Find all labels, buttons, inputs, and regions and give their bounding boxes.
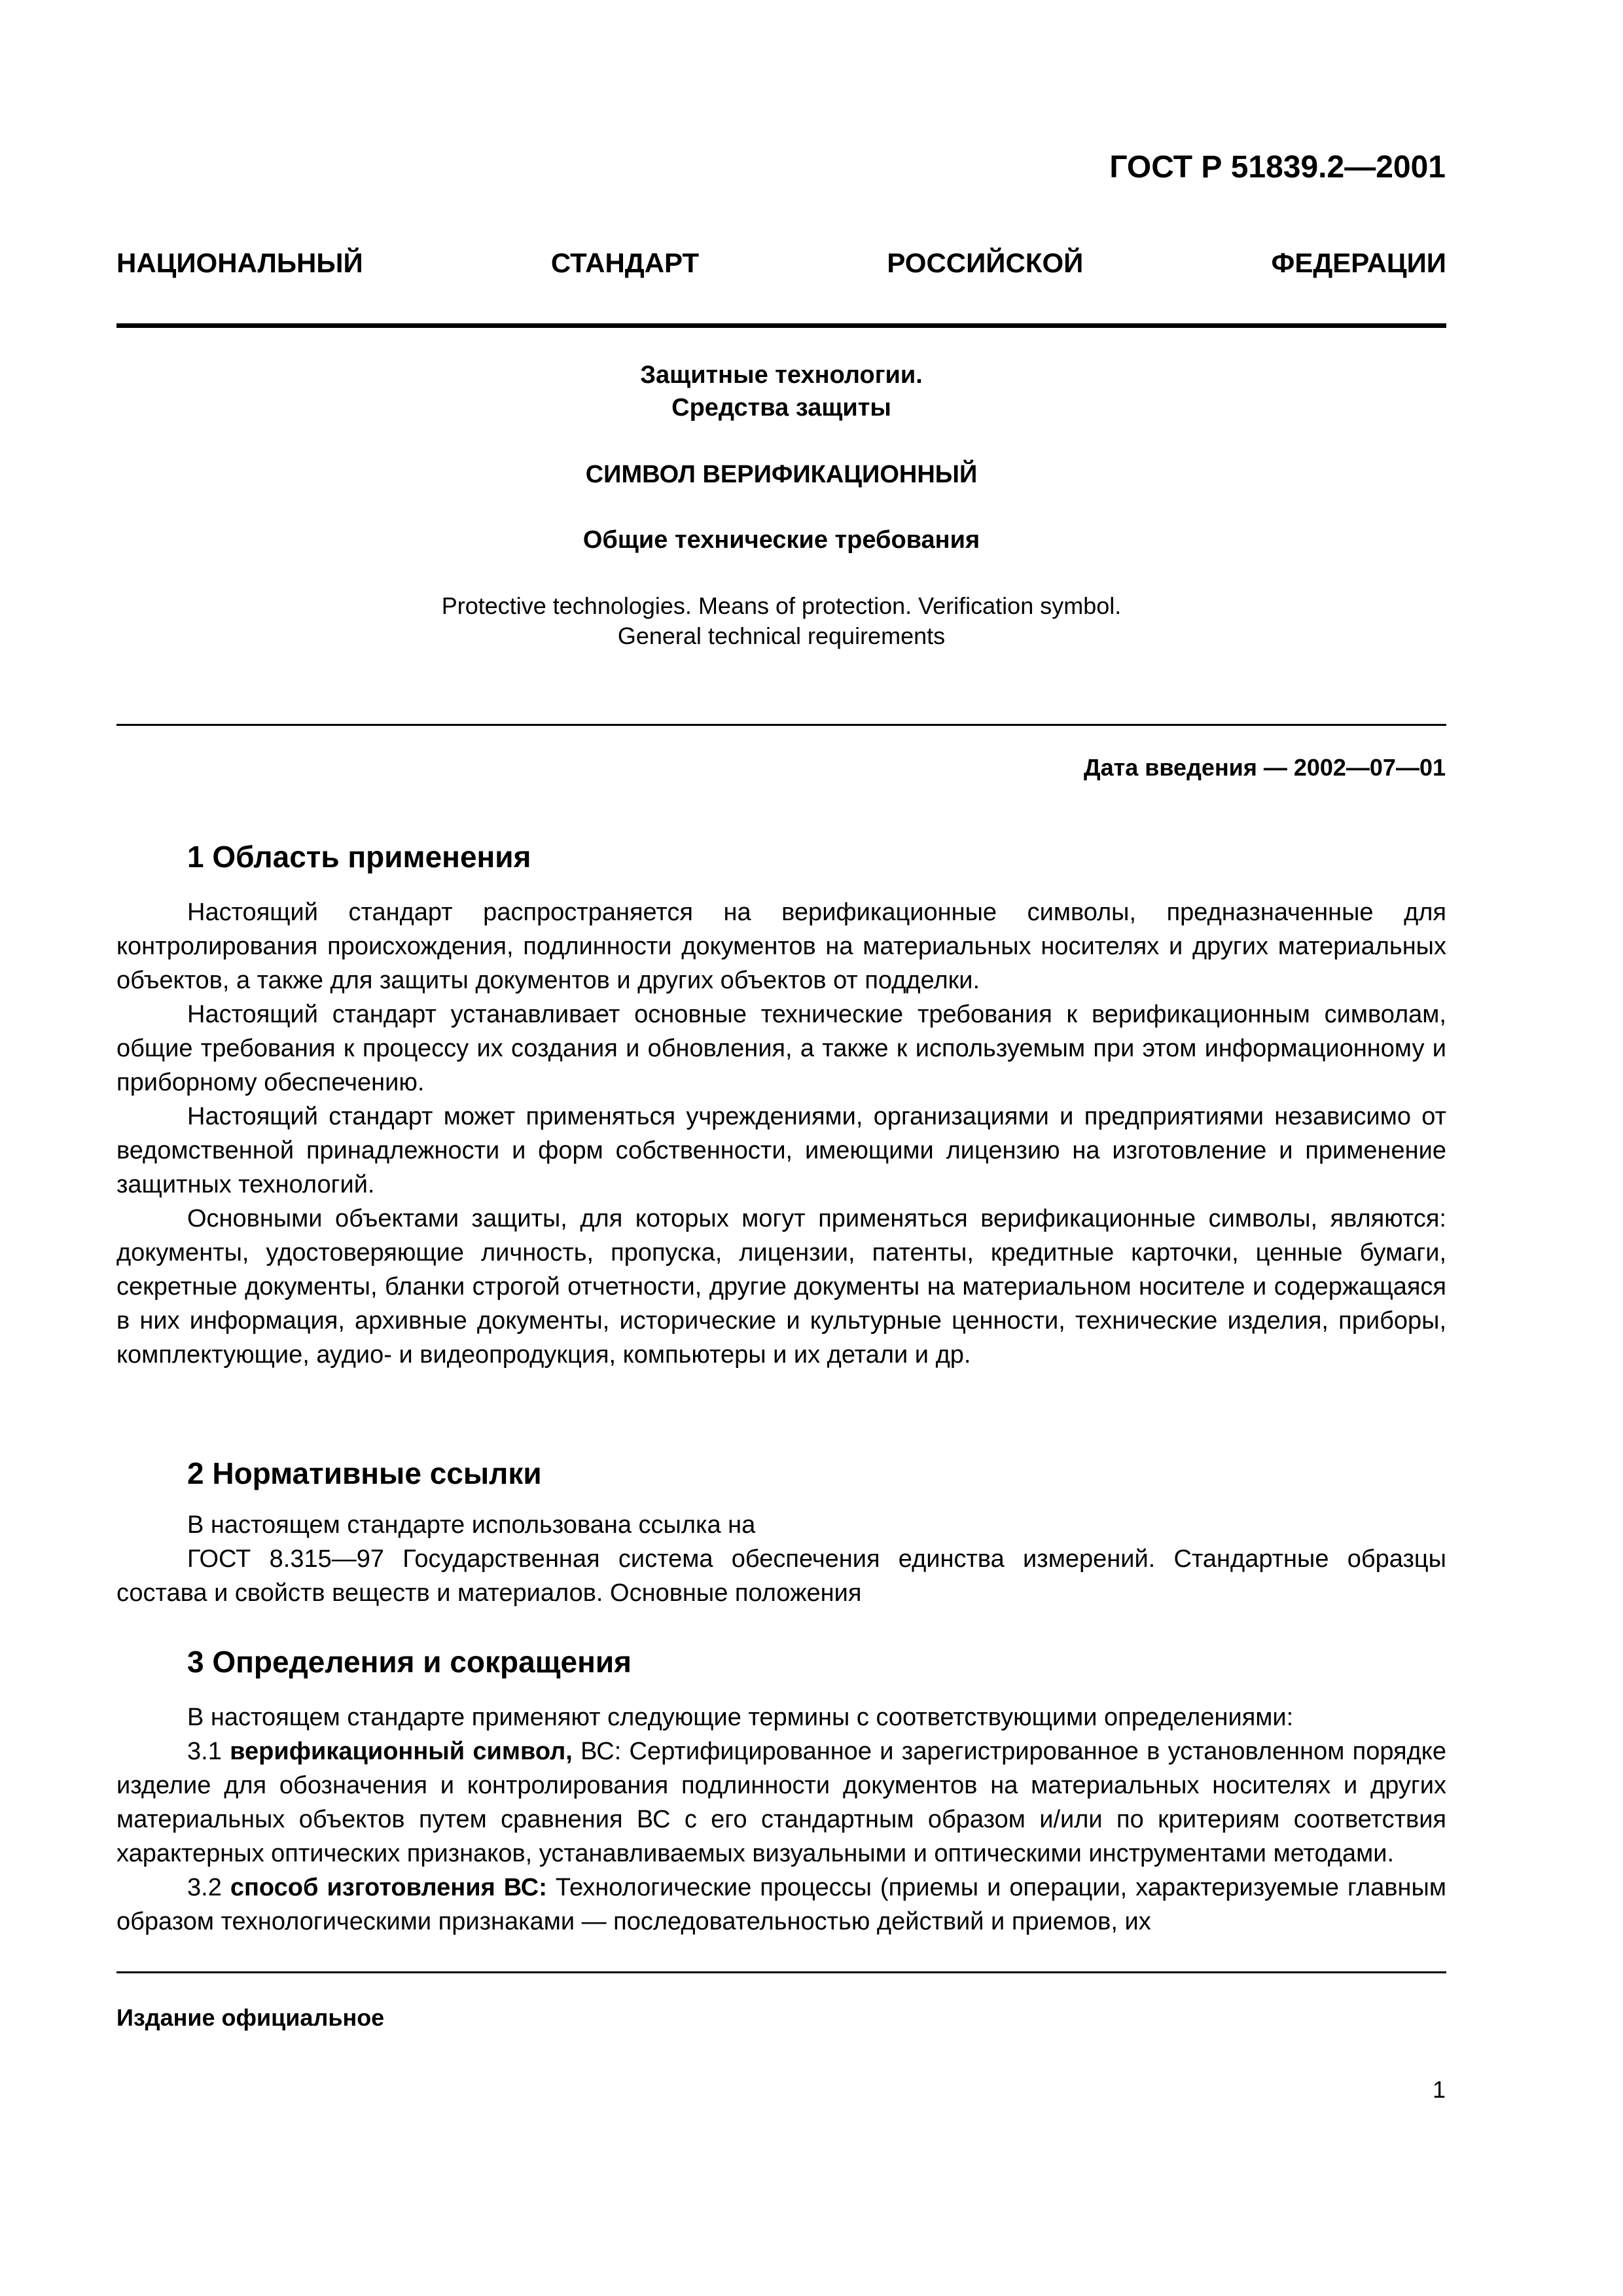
definition-3-2	[116, 1871, 1446, 1939]
national-standard-heading: НАЦИОНАЛЬНЫЙ СТАНДАРТ РОССИЙСКОЙ ФЕДЕРАЦИИ	[116, 247, 1446, 278]
definition-number: 3.2	[187, 1874, 230, 1901]
section-3-title: 3 Определения и сокращения	[187, 1645, 632, 1679]
definition-number: 3.1	[187, 1738, 230, 1765]
definition-text: Технологические процессы (приемы и операции, характеризуемые главным образом технологическими признаками — последовательностью действий и приемов, их	[116, 1874, 1446, 1935]
introduction-date: Дата введения — 2002—07—01	[1083, 754, 1446, 781]
title-divider	[116, 724, 1446, 726]
document-number: ГОСТ Р 51839.2—2001	[1109, 150, 1446, 185]
paragraph: Основными объектами защиты, для которых могут применяться верификационные символы, являются: документы, удостоверяющие личность, пропуска, лицензии, патенты, кредитные карточки, ценные бумаги, секретные документы, бланки строгой отчетности, другие документы на материальном носителе и содержащаяся в них информация, архивные документы, исторические и культурные ценности, технические изделия, приборы, комплектующие, аудио- и видеопродукция, компьютеры и их детали и др.	[116, 1205, 1446, 1369]
section-2-body	[116, 1508, 1446, 1610]
definition-term: верификационный символ,	[230, 1738, 573, 1765]
section-2-title: 2 Нормативные ссылки	[187, 1456, 542, 1490]
title-line-2: Средства защиты	[671, 394, 891, 422]
paragraph: ГОСТ 8.315—97 Государственная система обеспечения единства измерений. Стандартные образцы состава и свойств веществ и материалов. Основные положения	[116, 1545, 1446, 1607]
definition-term: способ изготовления ВС:	[230, 1874, 547, 1901]
paragraph: Настоящий стандарт устанавливает основные технические требования к верификационным символам, общие требования к процессу их создания и обновления, а также к используемым при этом информационному и приборному обеспечению.	[116, 1001, 1446, 1096]
header-divider	[116, 323, 1446, 328]
title-english-line-2: General technical requirements	[617, 622, 946, 649]
title-subtitle: Общие технические требования	[582, 526, 980, 554]
definition-3-1	[116, 1734, 1446, 1871]
paragraph: Настоящий стандарт распространяется на верификационные символы, предназначенные для контролирования происхождения, подлинности документов на материальных носителях и других материальных объектов, а также для защиты документов и других объектов от подделки.	[116, 899, 1446, 994]
section-1-title: 1 Область применения	[187, 840, 531, 874]
official-edition-label: Издание официальное	[116, 2004, 385, 2031]
footer-divider	[116, 1971, 1446, 1973]
section-1-body	[116, 895, 1446, 1372]
paragraph: Настоящий стандарт может применяться учреждениями, организациями и предприятиями независимо от ведомственной принадлежности и форм собственности, имеющими лицензию на изготовление и применение защитных технологий.	[116, 1103, 1446, 1198]
title-english-line-1: Protective technologies. Means of protection. Verification symbol.	[441, 592, 1122, 619]
section-3-body	[116, 1700, 1446, 1939]
page-number: 1	[1432, 2076, 1446, 2103]
title-main: СИМВОЛ ВЕРИФИКАЦИОННЫЙ	[585, 461, 978, 488]
definition-text: ВС: Сертифицированное и зарегистрированное в установленном порядке изделие для обозначения и контролирования подлинности документов на материальных носителях и других материальных объектов путем сравнения ВС с его стандартным образом и/или по критериям соответствия характерных оптических признаков, устанавливаемых визуальными и оптическими инструментами методами.	[116, 1738, 1446, 1867]
title-line-1: Защитные технологии.	[640, 361, 923, 389]
paragraph: В настоящем стандарте применяют следующие термины с соответствующими определениями:	[187, 1704, 1294, 1731]
paragraph: В настоящем стандарте использована ссылка на	[187, 1511, 756, 1539]
